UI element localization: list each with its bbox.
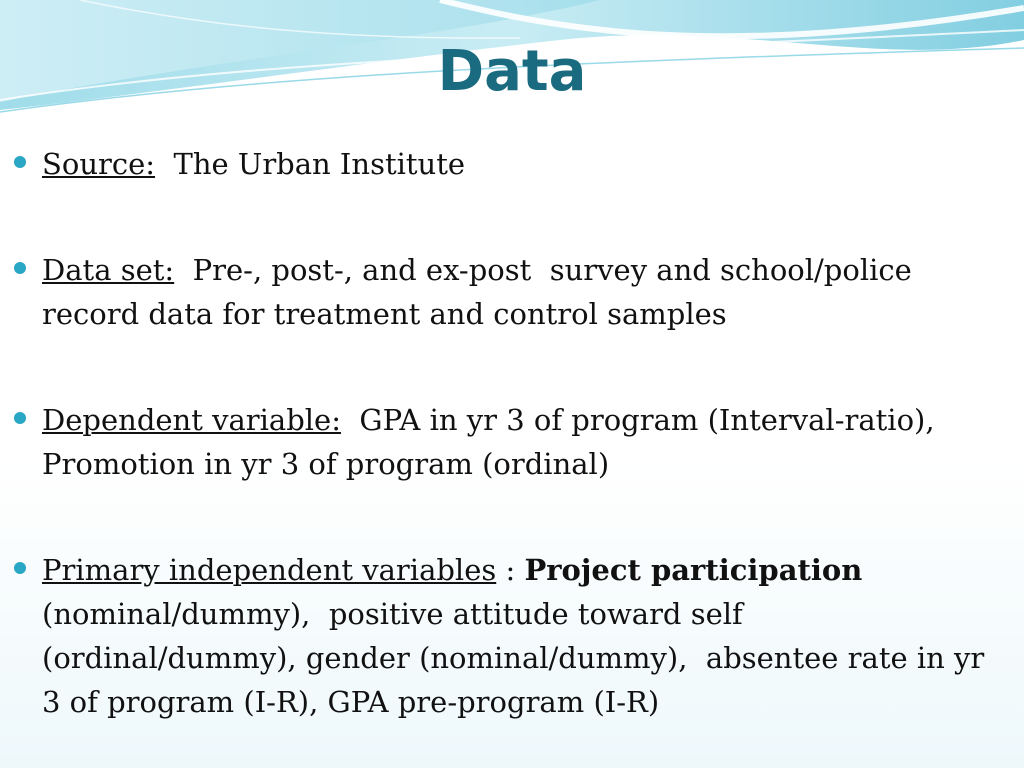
bullet-label: Data set: xyxy=(42,253,175,287)
bullet-text: The Urban Institute xyxy=(155,147,466,181)
bullet-icon xyxy=(14,156,26,168)
bullet-label: Primary independent variables xyxy=(42,553,497,587)
bullet-primary-independent-variables xyxy=(14,548,1004,724)
bullet-label: Source: xyxy=(42,147,156,181)
bullet-separator: : xyxy=(496,553,525,587)
bullet-text: Pre-, post-, and ex-post survey and school/police record data for treatment and control samples xyxy=(42,253,922,331)
bullet-icon xyxy=(14,562,26,574)
bullet-icon xyxy=(14,262,26,274)
bullet-source xyxy=(14,142,1004,186)
bullet-bold-text: Project participation xyxy=(524,553,863,587)
bullet-icon xyxy=(14,412,26,424)
bullet-list xyxy=(14,142,1004,768)
slide-title: Data xyxy=(437,39,587,104)
bullet-data-set xyxy=(14,248,1004,336)
bullet-dependent-variable xyxy=(14,398,1004,486)
bullet-text: (nominal/dummy), positive attitude toward self (ordinal/dummy), gender (nominal/dummy), absentee rate in yr 3 of program (I-R), GPA pre-program (I-R) xyxy=(42,553,994,719)
bullet-label: Dependent variable: xyxy=(42,403,341,437)
bullet-text: GPA in yr 3 of program (Interval-ratio), Promotion in yr 3 of program (ordinal) xyxy=(42,403,944,481)
